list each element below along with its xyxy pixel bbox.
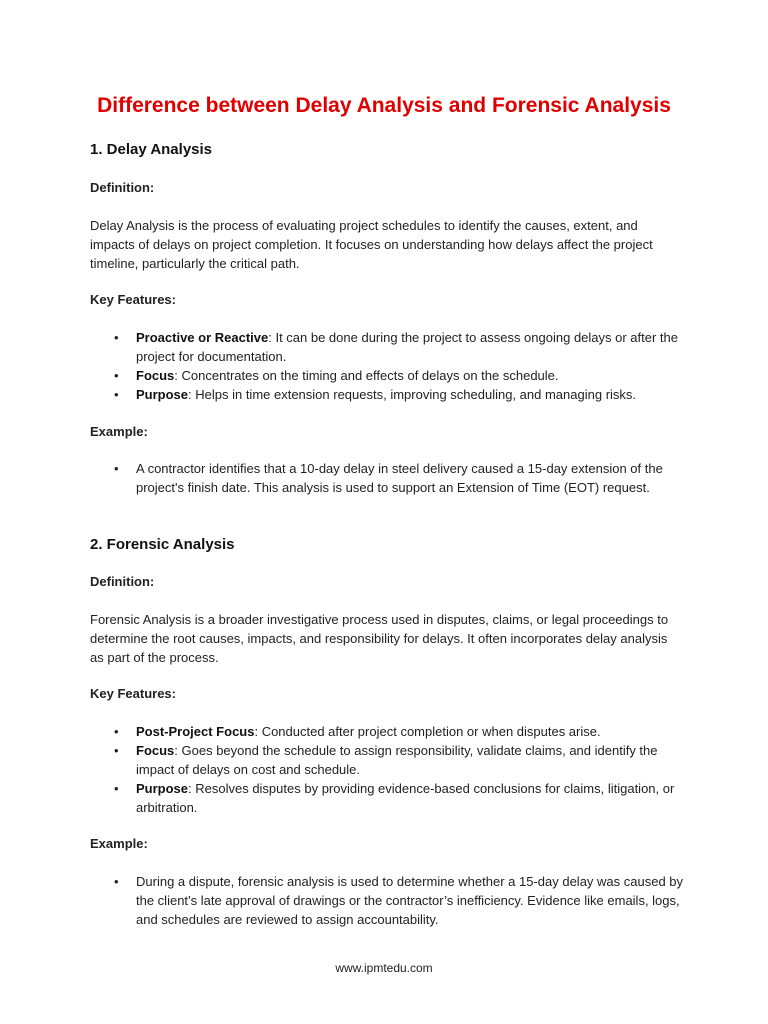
- key-features-list: [90, 722, 686, 817]
- feature-term: Proactive or Reactive: [136, 330, 269, 345]
- definition-label: Definition:: [90, 180, 155, 195]
- bullet-icon: •: [114, 874, 119, 889]
- example-text: During a dispute, forensic analysis is used to determine whether a 15-day delay was caused by the client’s late approval of drawings or the contractor’s inefficiency. Evidence like emails, logs, and schedules are reviewed to assign accountability.: [136, 874, 684, 927]
- list-item: [90, 722, 686, 741]
- feature-text: : Concentrates on the timing and effects of delays on the schedule.: [174, 368, 559, 383]
- key-features-label: Key Features:: [90, 292, 176, 307]
- feature-term: Focus: [136, 743, 175, 758]
- feature-text: : Helps in time extension requests, improving scheduling, and managing risks.: [188, 387, 637, 402]
- section-heading-delay-analysis: 1. Delay Analysis: [90, 141, 213, 158]
- footer-website-url: www.ipmtedu.com: [335, 961, 433, 975]
- feature-text: : Conducted after project completion or when disputes arise.: [254, 724, 601, 739]
- list-item: [90, 328, 686, 366]
- list-item: [90, 872, 686, 929]
- definition-paragraph: Forensic Analysis is a broader investigative process used in disputes, claims, or legal proceedings to determine the root causes, impacts, and responsibility for delays. It often incorporates delay analysis as part of the process.: [90, 612, 669, 665]
- feature-term: Purpose: [136, 387, 189, 402]
- key-features-label: Key Features:: [90, 686, 176, 701]
- section-heading-forensic-analysis: 2. Forensic Analysis: [90, 536, 235, 553]
- list-item: [90, 459, 686, 497]
- bullet-icon: •: [114, 724, 119, 739]
- bullet-icon: •: [114, 743, 119, 758]
- feature-term: Focus: [136, 368, 175, 383]
- feature-text: : Goes beyond the schedule to assign responsibility, validate claims, and identify the impact of delays on cost and schedule.: [136, 743, 658, 777]
- list-item: [90, 366, 686, 385]
- feature-text: : It can be done during the project to assess ongoing delays or after the project for documentation.: [136, 330, 678, 364]
- example-label: Example:: [90, 424, 148, 439]
- bullet-icon: •: [114, 330, 119, 345]
- feature-term: Purpose: [136, 781, 189, 796]
- bullet-icon: •: [114, 461, 119, 476]
- example-list: [90, 872, 686, 929]
- definition-paragraph: Delay Analysis is the process of evaluating project schedules to identify the causes, extent, and impacts of delays on project completion. It focuses on understanding how delays affect the project timeline, particularly the critical path.: [90, 218, 653, 271]
- list-item: [90, 385, 686, 404]
- example-text: A contractor identifies that a 10-day delay in steel delivery caused a 15-day extension of the project's finish date. This analysis is used to support an Extension of Time (EOT) request.: [136, 461, 663, 495]
- list-item: [90, 779, 686, 817]
- feature-text: : Resolves disputes by providing evidence-based conclusions for claims, litigation, or arbitration.: [136, 781, 675, 815]
- page-title: Difference between Delay Analysis and Forensic Analysis: [97, 94, 671, 117]
- list-item: [90, 741, 686, 779]
- example-label: Example:: [90, 836, 148, 851]
- feature-term: Post-Project Focus: [136, 724, 255, 739]
- example-list: [90, 459, 686, 497]
- bullet-icon: •: [114, 387, 119, 402]
- bullet-icon: •: [114, 781, 119, 796]
- definition-label: Definition:: [90, 574, 155, 589]
- key-features-list: [90, 328, 686, 404]
- bullet-icon: •: [114, 368, 119, 383]
